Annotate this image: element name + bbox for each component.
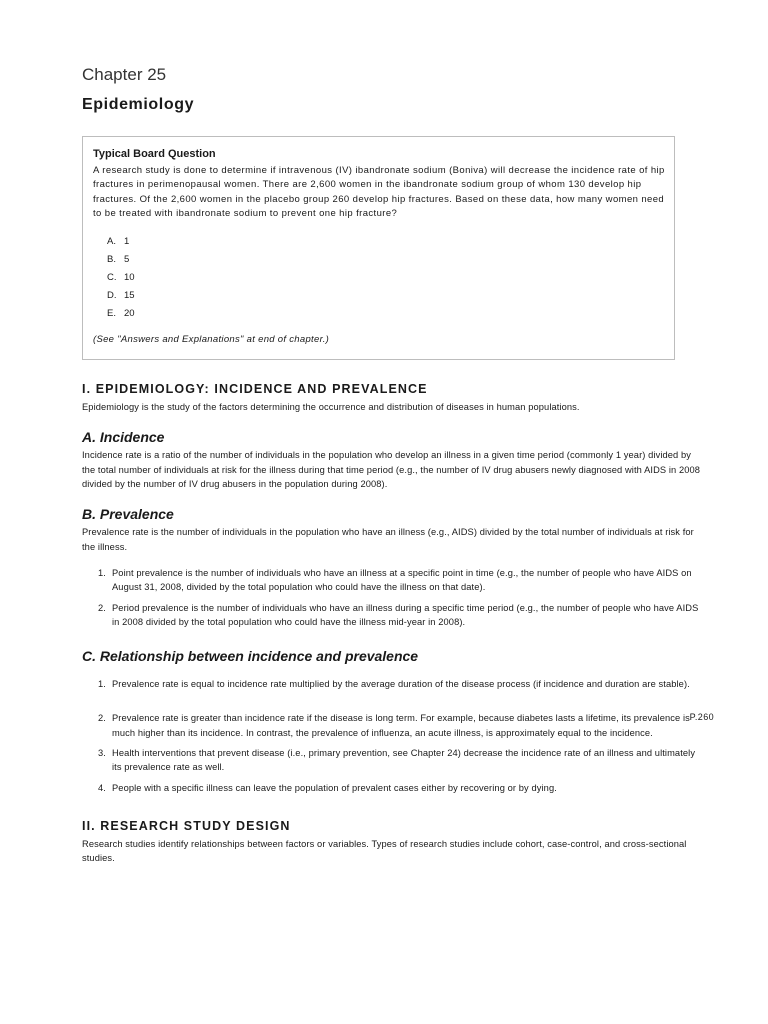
option-letter: D. [107, 290, 117, 302]
subheading-prevalence: B. Prevalence [82, 506, 174, 523]
board-question-text: A research study is done to determine if intravenous (IV) ibandronate sodium (Boniva) will decrease the incidence rate of hip fractures in perimenopausal women. There are 2,600 women in the ibandronate sodium group of whom 130 develop hip fractures. Of the 2,600 women in the placebo group 260 develop hip fractures. Based on these data, how many women need to be treated with ibandronate sodium to prevent one hip fracture? [93, 165, 665, 219]
option-value: 1 [124, 236, 130, 248]
incidence-text: Incidence rate is a ratio of the number of individuals in the population who develop an illness in a given time period (commonly 1 year) divided by the total number of individuals at risk for the illness during that time period (e.g., the number of IV drug abusers newly diagnosed with AIDS in 2008 divided by the number of IV drug abusers in the population during 2008). [82, 450, 701, 490]
prevalence-list [82, 566, 702, 629]
section-intro: Epidemiology is the study of the factors determining the occurrence and distribution of diseases in human populations. [82, 402, 580, 413]
board-question-heading: Typical Board Question [93, 148, 216, 160]
option-value: 15 [124, 290, 135, 302]
list-item [82, 781, 702, 795]
relationship-list [82, 677, 702, 795]
section-heading-epidemiology: I. EPIDEMIOLOGY: INCIDENCE AND PREVALENCE [82, 382, 428, 397]
relationship-list-wrap [82, 677, 714, 795]
prevalence-text: Prevalence rate is the number of individuals in the population who have an illness (e.g., AIDS) divided by the total number of individuals at risk for the illness. [82, 527, 694, 552]
answer-option [107, 269, 665, 287]
answer-option [107, 233, 665, 251]
board-question-box [82, 136, 675, 360]
option-letter: C. [107, 272, 117, 284]
list-number: 4. [98, 782, 106, 793]
list-item-text: People with a specific illness can leave the population of prevalent cases either by recovering or by dying. [112, 782, 557, 793]
list-item [82, 601, 702, 630]
list-item-text: Period prevalence is the number of individuals who have an illness during a specific time period (e.g., the number of people who have AIDS in 2008 divided by the total population who could have the illness mid-year in 2008). [112, 602, 699, 627]
answer-option [107, 287, 665, 305]
option-value: 10 [124, 272, 135, 284]
chapter-label: Chapter 25 [82, 65, 167, 84]
list-number: 3. [98, 748, 106, 759]
option-letter: E. [107, 308, 116, 320]
list-item [82, 566, 702, 595]
list-item [82, 746, 702, 775]
list-item-text: Prevalence rate is equal to incidence rate multiplied by the average duration of the disease process (if incidence and duration are stable). [112, 679, 690, 690]
chapter-title: Epidemiology [82, 96, 195, 113]
list-number: 1. [98, 567, 106, 578]
answer-options [93, 233, 665, 323]
section-heading-research-design: II. RESEARCH STUDY DESIGN [82, 818, 291, 833]
list-item-text: Point prevalence is the number of individuals who have an illness at a specific point in time (e.g., the number of people who have AIDS on August 31, 2008, divided by the total population who could have the illness on that date). [112, 567, 692, 593]
board-question-note: (See "Answers and Explanations" at end of chapter.) [93, 334, 330, 346]
list-number: 2. [98, 602, 106, 613]
list-item [82, 677, 702, 691]
option-value: 20 [124, 308, 135, 320]
list-number: 1. [98, 679, 106, 690]
research-design-text: Research studies identify relationships between factors or variables. Types of research studies include cohort, case-control, and cross-sectional studies. [82, 838, 687, 864]
page-number-marker: P.260 [689, 712, 714, 723]
list-item [82, 711, 702, 740]
list-item-text: Health interventions that prevent disease (i.e., primary prevention, see Chapter 24) decrease the incidence rate of an illness and ultimately its prevalence rate as well. [112, 748, 696, 773]
list-number: 2. [98, 713, 106, 724]
option-letter: B. [107, 254, 116, 266]
subheading-relationship: C. Relationship between incidence and prevalence [82, 648, 419, 665]
subheading-incidence: A. Incidence [82, 429, 165, 446]
document-page [82, 62, 714, 866]
answer-option [107, 251, 665, 269]
option-value: 5 [124, 254, 130, 266]
answer-option [107, 305, 665, 323]
list-item-text: Prevalence rate is greater than incidence rate if the disease is long term. For example, because diabetes lasts a lifetime, its prevalence is much higher than its incidence. In contrast, the prevalence of influenza, an acute illness, is approximately equal to the incidence. [112, 713, 690, 738]
option-letter: A. [107, 236, 116, 248]
